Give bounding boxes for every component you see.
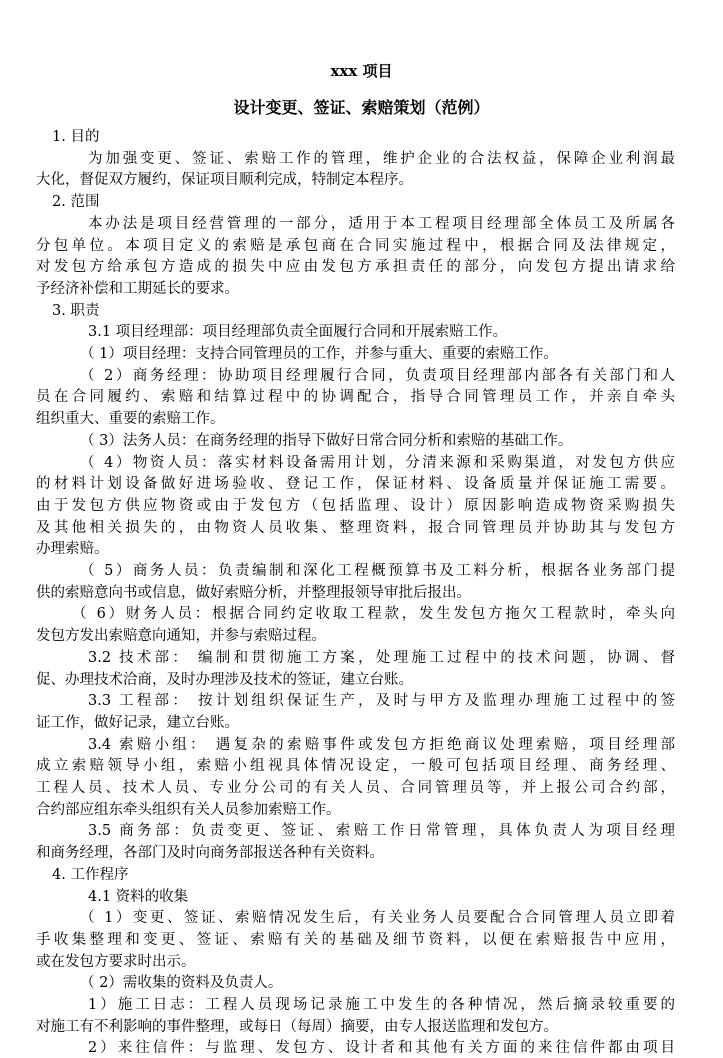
text-line: （ 3）法务人员：在商务经理的指导下做好日常合同分析和索赔的基础工作。 xyxy=(80,432,573,449)
text-line: 4. 工作程序 xyxy=(52,866,129,883)
text-line: 1）施工日志：工程人员现场记录施工中发生的各种情况，然后摘录较重要的 xyxy=(88,997,675,1013)
text-line: 3.2 技术部： 编制和贯彻施工方案，处理施工过程中的技术问题，协调、督 xyxy=(88,649,675,666)
document-title: xxx 项目 xyxy=(330,62,393,80)
text-line: 2. 范围 xyxy=(52,194,100,211)
text-line: （ 2）需收集的资料及负责人。 xyxy=(80,975,283,992)
text-line: 或在发包方要求时出示。 xyxy=(36,953,196,970)
text-line: 由于发包方供应物资或由于发包方（包括监理、设计）原因影响造成物资采购损失 xyxy=(36,497,675,514)
text-line: 成立索赔领导小组，索赔小组视具体情况设定，一般可包括项目经理、商务经理、 xyxy=(36,758,675,775)
text-line: 促、办理技术洽商，及时办理涉及技术的签证，建立台账。 xyxy=(36,671,413,688)
text-line: （ 5）商务人员：负责编制和深化工程概预算书及工料分析，根据各业务部门提 xyxy=(80,563,675,579)
text-line: 员在合同履约、索赔和结算过程中的协调配合，指导合同管理员工作，并亲自牵头 xyxy=(36,389,675,406)
text-line: 3.5 商务部：负责变更、签证、索赔工作日常管理，具体负责人为项目经理 xyxy=(88,823,675,840)
text-line: 3.4 索赔小组： 遇复杂的索赔事件或发包方拒绝商议处理索赔，项目经理部 xyxy=(88,736,675,753)
document-subtitle: 设计变更、签证、索赔策划（范例） xyxy=(233,98,490,117)
text-line: （ 6）财务人员：根据合同约定收取工程款，发生发包方拖欠工程款时，牵头向 xyxy=(72,606,675,623)
text-line: 3.3 工程部： 按计划组织保证生产，及时与甲方及监理办理施工过程中的签 xyxy=(88,693,675,710)
text-line: 供的索赔意向书或信息，做好索赔分析，并整理报领导审批后报出。 xyxy=(36,584,471,601)
text-line: 3.1 项目经理部：项目经理部负责全面履行合同和开展索赔工作。 xyxy=(88,324,508,341)
text-line: （ 2）商务经理：协助项目经理履行合同，负责项目经理部内部各有关部门和人 xyxy=(80,367,675,384)
text-line: 予经济补偿和工期延长的要求。 xyxy=(36,280,239,297)
text-line: 为加强变更、签证、索赔工作的管理，维护企业的合法权益，保障企业利润最 xyxy=(88,150,675,167)
text-line: 对施工有不利影响的事件整理，或每日（每周）摘要，由专人报送监理和发包方。 xyxy=(36,1018,558,1035)
text-line: 分包单位。本项目定义的索赔是承包商在合同实施过程中，根据合同及法律规定， xyxy=(36,237,675,254)
text-line: 2）来往信件：与监理、发包方、设计者和其他有关方面的来往信件都由项目 xyxy=(88,1040,675,1057)
text-line: （ 1）变更、签证、索赔情况发生后，有关业务人员要配合合同管理人员立即着 xyxy=(80,910,675,927)
text-line: 对发包方给承包方造成的损失中应由发包方承担责任的部分，向发包方提出请求给 xyxy=(36,259,675,276)
text-line: 合约部应组东牵头组织有关人员参加索赔工作。 xyxy=(36,801,341,818)
text-line: 本办法是项目经营管理的一部分，适用于本工程项目经理部全体员工及所属各 xyxy=(88,215,675,232)
text-line: 工程人员、技术人员、专业分公司的有关人员、合同管理员等，并上报公司合约部， xyxy=(36,780,675,796)
text-line: 手收集整理和变更、签证、索赔有关的基础及细节资料，以便在索赔报告中应用， xyxy=(36,931,675,948)
text-line: （ 1）项目经理：支持合同管理员的工作，并参与重大、重要的索赔工作。 xyxy=(80,346,558,362)
text-line: 1. 目的 xyxy=(52,129,100,145)
text-line: 及其他相关损失的，由物资人员收集、整理资料，报合同管理员并协助其与发包方 xyxy=(36,519,675,536)
text-line: （ 4）物资人员：落实材料设备需用计划，分清来源和采购渠道，对发包方供应 xyxy=(80,454,675,471)
text-line: 4.1 资料的收集 xyxy=(88,888,189,905)
text-line: 的材料计划设备做好进场验收、登记工作，保证材料、设备质量并保证施工需要。 xyxy=(36,476,675,493)
text-line: 办理索赔。 xyxy=(36,541,109,558)
text-line: 和商务经理，各部门及时向商务部报送各种有关资料。 xyxy=(36,845,384,862)
text-line: 证工作，做好记录，建立台账。 xyxy=(36,714,239,731)
text-line: 发包方发出索赔意向通知，并参与索赔过程。 xyxy=(36,628,326,645)
text-line: 3. 职责 xyxy=(52,302,100,319)
text-line: 大化，督促双方履约，保证项目顺利完成，特制定本程序。 xyxy=(36,172,413,189)
text-line: 组织重大、重要的索赔工作。 xyxy=(36,411,225,428)
